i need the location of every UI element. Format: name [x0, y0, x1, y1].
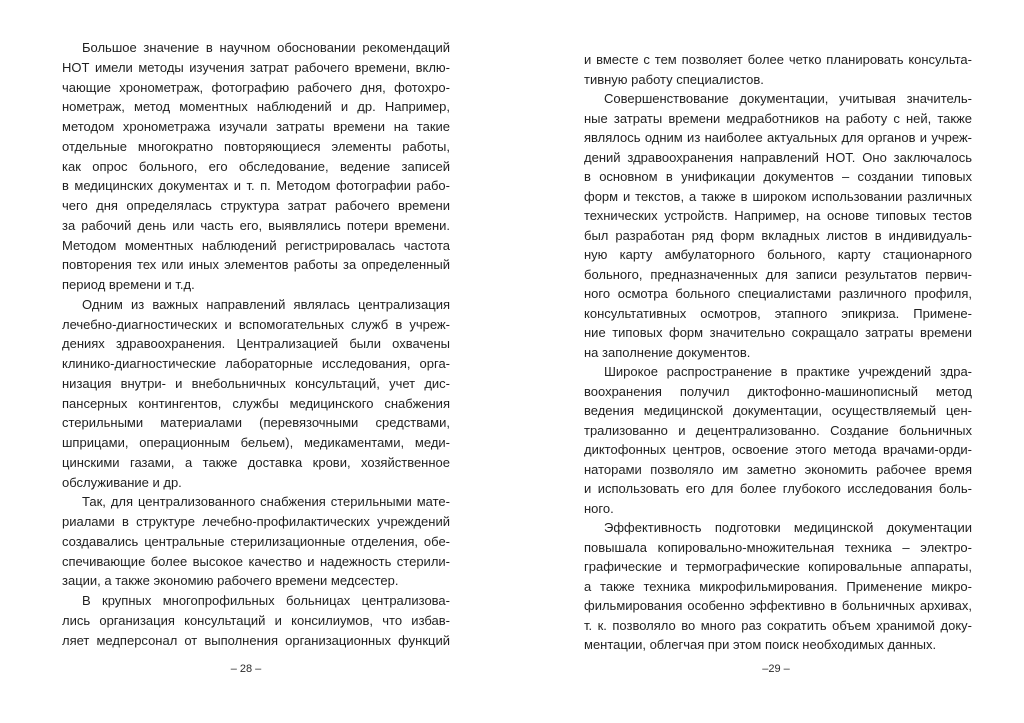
text-line: чающие хронометраж, фотографию рабочего дня, фотохро- [62, 79, 450, 95]
text-line: на заполнение документов. [584, 344, 751, 360]
text-line: низация внутри- и внебольничных консультаций, учет дис- [62, 375, 450, 391]
text-line: трализованно и децентрализованно. Создание больничных [584, 422, 972, 438]
text-line: Широкое распространение в практике учреждений здра- [604, 364, 972, 379]
text-line: период времени и т.д. [62, 277, 195, 292]
text-line: Совершенствование документации, учитывая значитель- [604, 91, 972, 106]
text-line: больного, предназначенных для записи результатов первич- [584, 266, 972, 282]
text-line: нометраж, метод моментных наблюдений и др. Например, [62, 99, 450, 115]
text-line: ние типовых форм значительно сокращало затраты времени [584, 325, 972, 340]
text-line: форм и текстов, а также в широком использовании различных [584, 188, 972, 204]
text-line: как опрос больного, его обследование, ведение записей [62, 158, 450, 174]
text-line: графические и термографические копировальные аппараты, [584, 559, 972, 574]
page-text [62, 38, 450, 650]
paragraph [584, 362, 972, 518]
text-line: повышала копировально-множительная техника – электро- [584, 539, 972, 555]
text-line: в основном в унификации документов – создании типовых [584, 169, 972, 184]
text-line: обслуживание и др. [62, 474, 182, 490]
text-line: В крупных многопрофильных больницах централизова- [82, 593, 450, 608]
text-line: диктофонных центров, освоение этого метода врачами-орди- [584, 442, 972, 457]
paragraph [62, 38, 450, 295]
text-line: тивную работу специалистов. [584, 71, 764, 87]
text-line: ную карту амбулаторного больного, карту стационарного [584, 247, 972, 262]
text-line: лечебно-диагностических и вспомогательных служб в учреж- [62, 316, 450, 332]
text-line: ные затраты времени медработников на работу с ней, также [584, 110, 972, 126]
text-line: и использовать его для более глубокого исследования боль- [584, 481, 972, 496]
text-line: был разработан ряд форм вкладных листов в индивидуаль- [584, 227, 972, 243]
text-line: чего дня определялась структура затрат рабочего времени [62, 198, 450, 213]
text-line: консультативных осмотров, этапного эпикриза. Примене- [584, 305, 972, 321]
text-line: риалами в структуре лечебно-профилактических учреждений [62, 514, 450, 529]
text-line: ного осмотра больного специалистами различного профиля, [584, 286, 972, 301]
text-line: технических устройств. Например, на основе типовых тестов [584, 208, 972, 223]
text-line: цинскими газами, а также доставка крови, хозяйственное [62, 454, 450, 470]
paragraph [584, 50, 972, 89]
text-line: клинико-диагностические лабораторные исследования, орга- [62, 356, 450, 371]
paragraph [584, 89, 972, 362]
text-line: Одним из важных направлений являлась централизация [82, 296, 450, 312]
text-line: наторами позволяло им заметно экономить рабочее время [584, 461, 972, 477]
text-line: НОТ имели методы изучения затрат рабочего времени, вклю- [62, 59, 450, 75]
text-line: т. к. позволяло во много раз сократить объем хранимой доку- [584, 617, 972, 633]
text-line: дений здравоохранения направлений НОТ. Оно заключалось [584, 149, 972, 165]
text-line: и вместе с тем позволяет более четко планировать консульта- [584, 52, 972, 67]
paragraph [62, 492, 450, 591]
text-line: Эффективность подготовки медицинской документации [604, 520, 972, 535]
text-line: являлось одним из наиболее актуальных для органов и учреж- [584, 130, 972, 145]
text-line: Большое значение в научном обосновании рекомендаций [82, 40, 450, 55]
paragraph [584, 518, 972, 655]
paragraph [62, 295, 450, 493]
text-line: Методом моментных наблюдений регистрировалась частота [62, 237, 450, 253]
paragraph [62, 591, 450, 650]
text-line: методом хронометража изучали затраты времени на такие [62, 119, 450, 134]
text-line: воохранения получил диктофонно-машинописный метод [584, 383, 972, 399]
text-line: спечивающие более высокое качество и надежность стерили- [62, 553, 450, 569]
text-line: в медицинских документах и т. п. Методом фотографии рабо- [62, 178, 450, 194]
text-line: ного. [584, 500, 614, 516]
page-number: –29 – [762, 663, 790, 675]
text-line: стерильными материалами (перевязочными средствами, [62, 415, 450, 431]
text-line: ментации, облегчая при этом поиск необходимых данных. [584, 637, 937, 652]
text-line: создавались центральные стерилизационные отделения, обе- [62, 533, 450, 549]
text-line: повторения тех или иных элементов работы за определенный [62, 257, 450, 273]
page-text [584, 50, 972, 655]
text-line: Так, для централизованного снабжения стерильными мате- [82, 494, 450, 510]
text-line: дениях здравоохранения. Централизацией были охвачены [62, 336, 450, 352]
text-line: пансерных контингентов, службы медицинского снабжения [62, 395, 450, 411]
text-line: ведения медицинской документации, осуществляемый цен- [584, 403, 972, 418]
text-line: фильмирования особенно эффективно в больничных архивах, [584, 598, 972, 613]
text-line: за рабочий день или часть его, выявлялись потери времени. [62, 217, 450, 233]
page-number: – 28 – [230, 663, 262, 675]
right-page [512, 0, 1024, 723]
text-line: шприцами, операционным бельем), медикаментами, меди- [62, 435, 450, 450]
text-line: отдельные многократно повторяющиеся элементы работы, [62, 138, 450, 154]
text-line: лись организация консультаций и консилиумов, что избав- [62, 612, 450, 628]
text-line: ляет медперсонал от выполнения организационных функций [62, 632, 450, 648]
text-line: а также техника микрофильмирования. Применение микро- [584, 578, 972, 594]
text-line: зации, а также экономию рабочего времени медсестер. [62, 573, 399, 589]
